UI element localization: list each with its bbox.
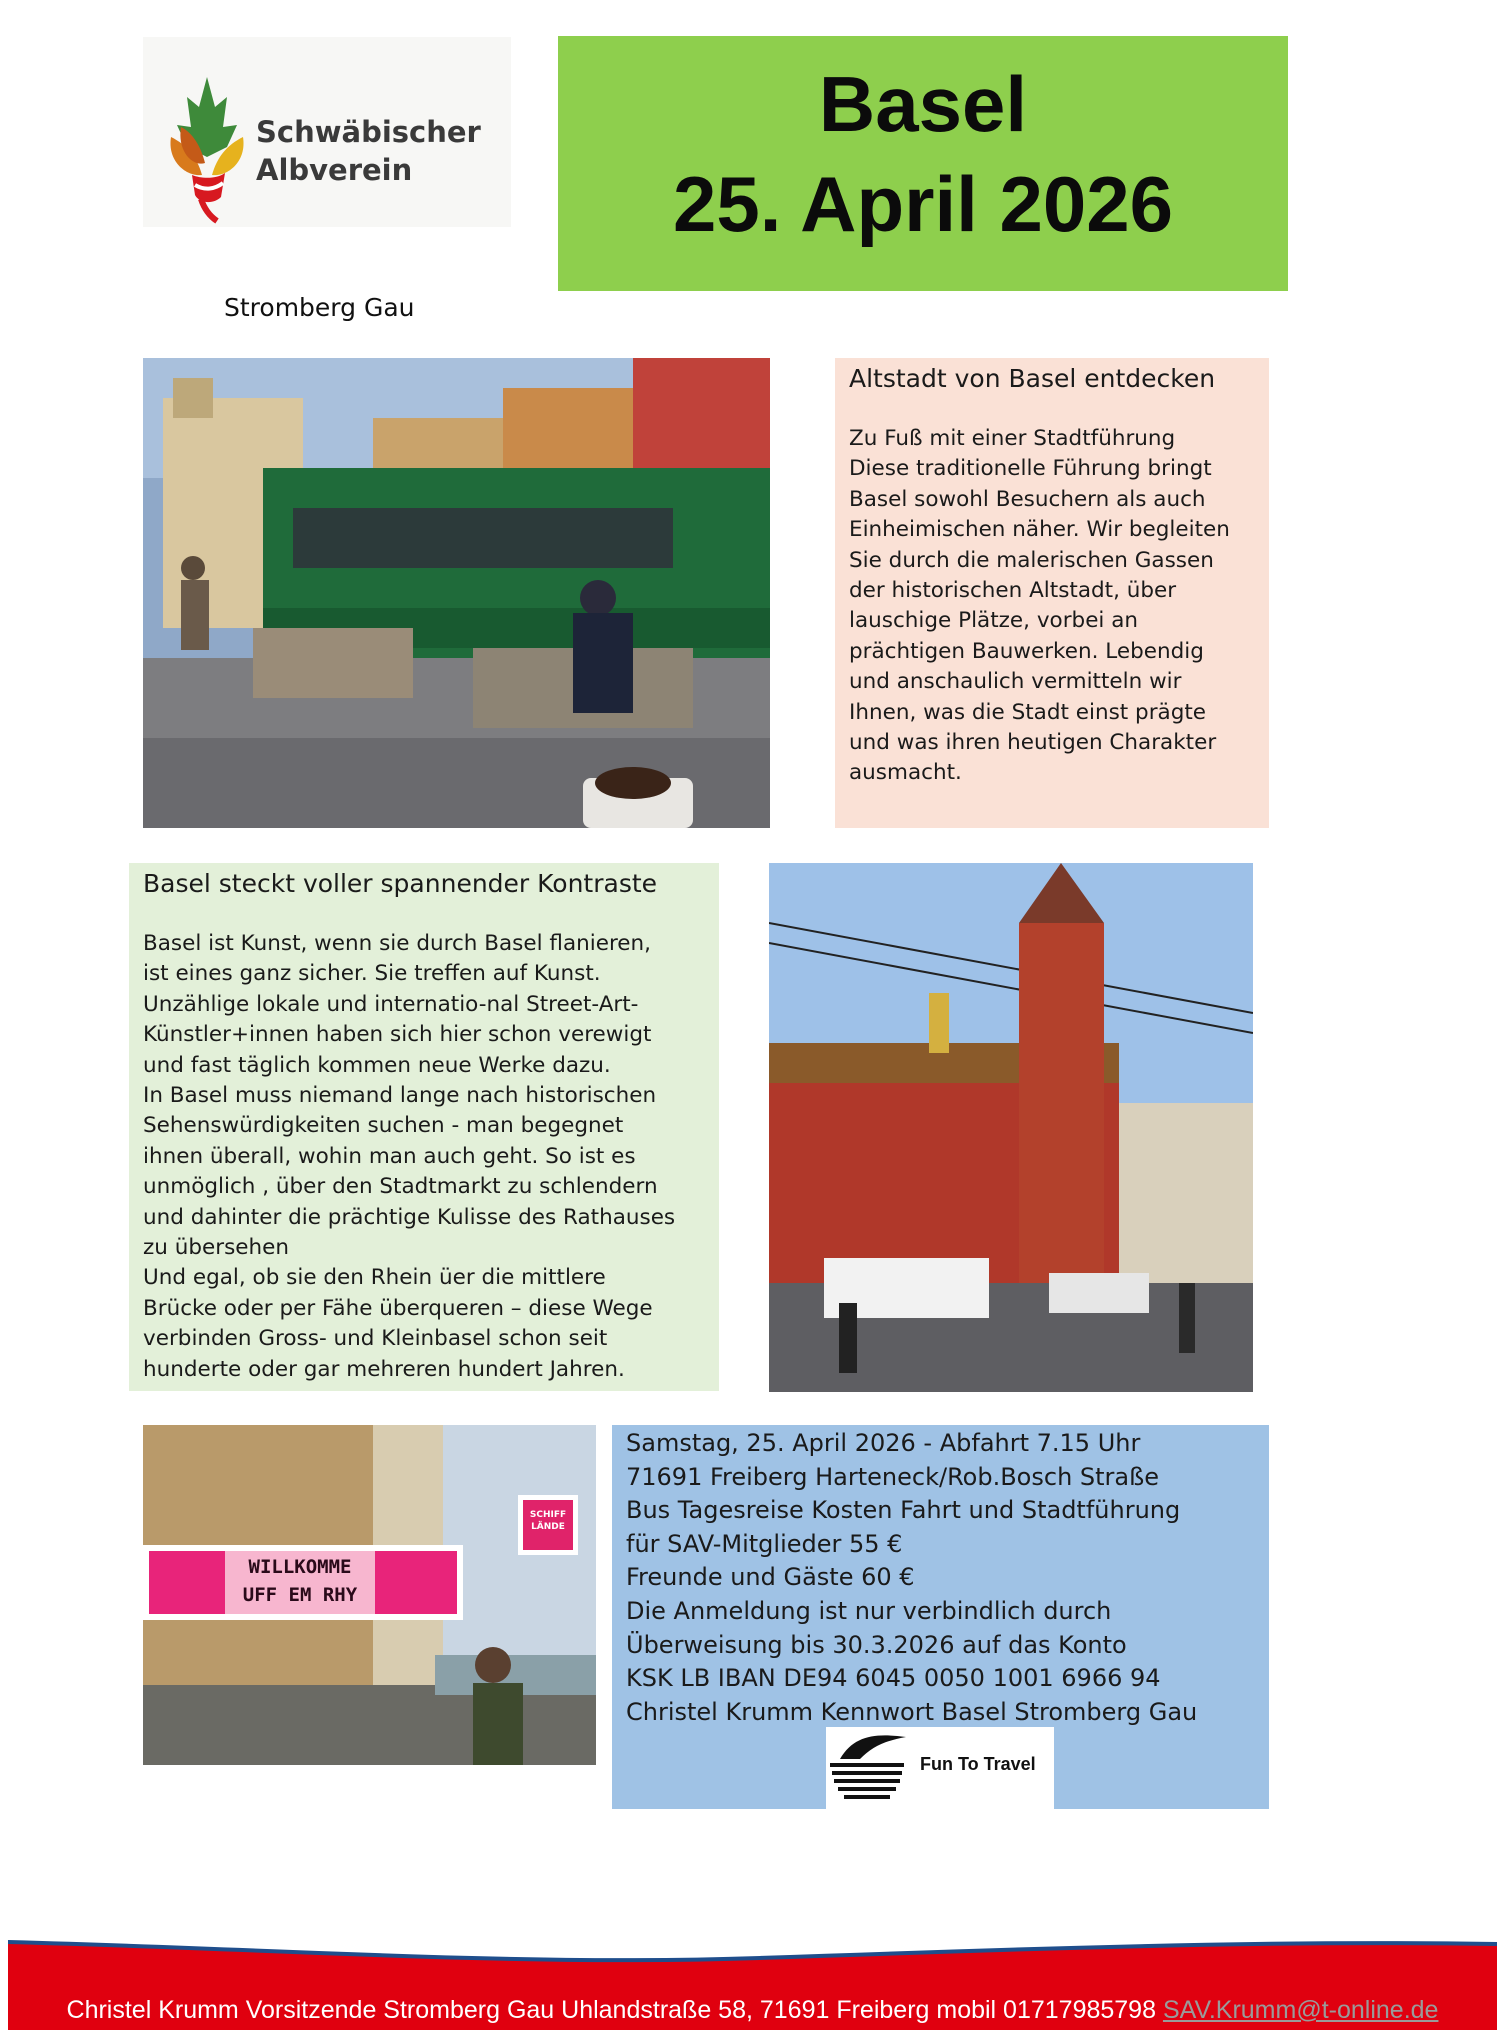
- info-line: Die Anmeldung ist nur verbindlich durch: [626, 1596, 1112, 1625]
- banner-line-2: UFF EM RHY: [242, 1584, 358, 1606]
- title-city: Basel: [818, 60, 1028, 148]
- footer-contact: Christel Krumm Vorsitzende Stromberg Gau Uhlandstraße 58, 71691 Freiberg mobil 01717985798: [66, 1996, 1163, 2024]
- schifflaende-sign: [521, 1509, 575, 1533]
- title-date: 25. April 2026: [672, 160, 1174, 248]
- title-box: [558, 36, 1288, 291]
- info-line: Bus Tagesreise Kosten Fahrt und Stadtführung: [626, 1496, 1181, 1525]
- info-line: Christel Krumm Kennwort Basel Stromberg Gau: [626, 1697, 1198, 1726]
- fun-to-travel-logo: [826, 1727, 1054, 1809]
- info-line: KSK LB IBAN DE94 6045 0050 1001 6966 94: [626, 1664, 1161, 1693]
- gau-label: Stromberg Gau: [224, 293, 415, 322]
- sign-line-1: SCHIFF: [529, 1510, 567, 1520]
- footer: [0, 1930, 1505, 2030]
- banner-line-1: WILLKOMME: [248, 1556, 352, 1578]
- altstadt-box: [835, 358, 1269, 828]
- info-line: Überweisung bis 30.3.2026 auf das Konto: [626, 1630, 1127, 1659]
- logo: [143, 37, 511, 227]
- info-line: für SAV-Mitglieder 55 €: [626, 1529, 903, 1558]
- fun-to-travel-text: Fun To Travel: [920, 1754, 1036, 1774]
- sign-line-2: LÄNDE: [531, 1522, 565, 1532]
- altstadt-body: Zu Fuß mit einer Stadtführung Diese traditionelle Führung bringt Basel sowohl Besuchern als auch Einheimischen näher. Wir begleiten Sie durch die malerischen Gassen der historischen Altstadt, über lauschige Plätze, vorbei an prächtigen Bauwerken. Lebendig und anschaulich vermitteln wir Ihnen, was die Stadt einst prägte und was ihren heutigen Charakter ausmacht.: [849, 426, 1230, 786]
- info-line: Samstag, 25. April 2026 - Abfahrt 7.15 Uhr: [626, 1429, 1141, 1457]
- kontraste-heading: Basel steckt voller spannender Kontraste: [143, 869, 658, 898]
- logo-line-2: Albverein: [256, 153, 413, 187]
- willkomme-banner: [225, 1553, 375, 1609]
- albverein-leaf-icon: [157, 67, 257, 227]
- kontraste-body: Basel ist Kunst, wenn sie durch Basel flanieren, ist eines ganz sicher. Sie treffen auf Kunst. Unzählige lokale und internatio-nal Street-Art- Künstler+innen haben sich hier schon verewigt und fast täglich kommen neue Werke dazu. In Basel muss niemand lange nach historischen Sehenswürdigkeiten suchen - man begegnet ihnen überall, wohin man auch geht. So ist es unmöglich , über den Stadtmarkt zu schlendern und dahinter die prächtige Kulisse des Rathauses zu übersehen Und egal, ob sie den Rhein üer die mittlere Brücke oder per Fähe überqueren – diese Wege verbinden Gross- und Kleinbasel schon seit hunderte oder gar mehreren hundert Jahren.: [143, 931, 676, 1382]
- altstadt-heading: Altstadt von Basel entdecken: [849, 364, 1216, 393]
- kontraste-box: [129, 863, 719, 1391]
- logo-text: [256, 113, 481, 189]
- photo-schifflaende: [143, 1425, 596, 1765]
- footer-text: [0, 1996, 1505, 2025]
- info-line: Freunde und Gäste 60 €: [626, 1563, 915, 1592]
- footer-email-link[interactable]: SAV.Krumm@t-online.de: [1162, 1996, 1439, 2024]
- logo-line-1: Schwäbischer: [256, 115, 481, 149]
- info-line: 71691 Freiberg Harteneck/Rob.Bosch Straße: [626, 1462, 1160, 1491]
- photo-tram-square: [143, 358, 770, 828]
- sunset-bird-icon: [826, 1727, 916, 1809]
- photo-rathaus: [769, 863, 1253, 1392]
